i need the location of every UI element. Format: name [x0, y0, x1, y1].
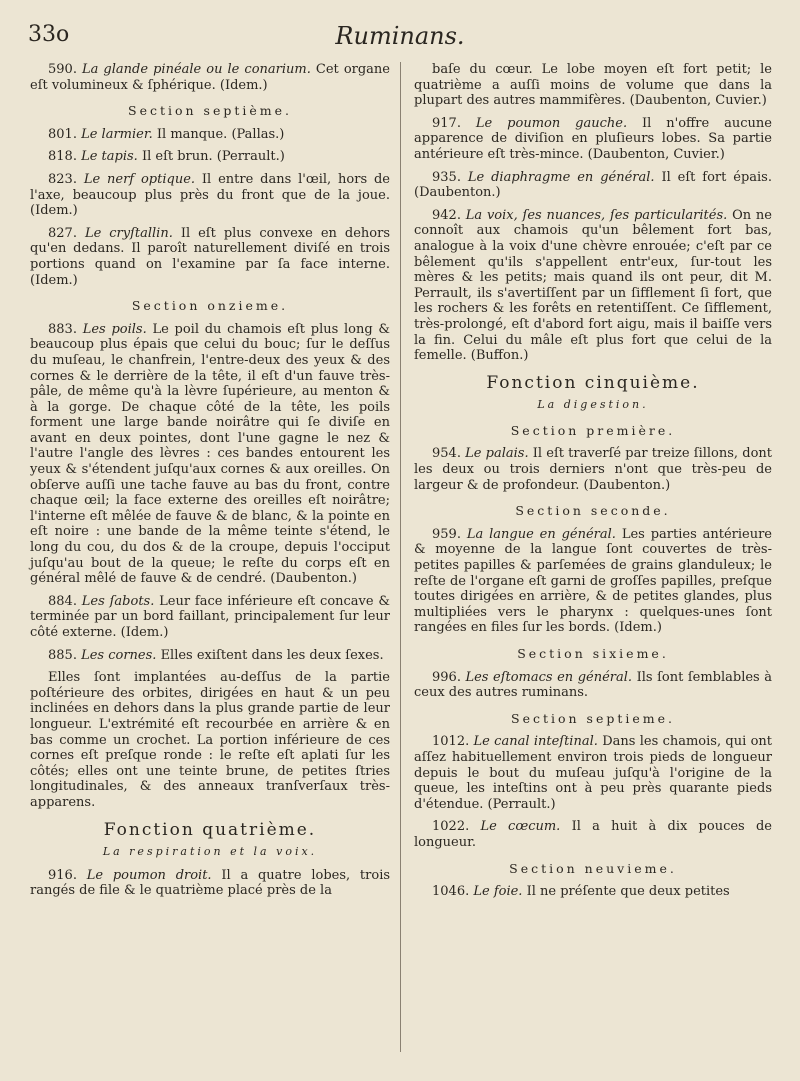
- column-divider: [400, 62, 401, 1052]
- paragraph: [414, 670, 772, 701]
- entry-text: Il eſt brun. (Perrault.): [141, 149, 285, 165]
- paragraph-number: 818.: [48, 149, 77, 165]
- entry-title: Les eſtomacs en général.: [465, 669, 633, 685]
- paragraph-number: 935.: [432, 169, 461, 185]
- section-heading: Section sixieme.: [517, 646, 669, 661]
- paragraph-number: 590.: [48, 62, 77, 77]
- paragraph: [30, 172, 390, 219]
- entry-text: Cet organe eſt volumineux & ſphérique. (Idem.): [30, 62, 390, 93]
- paragraph-number: 917.: [432, 115, 461, 131]
- right-column: [414, 62, 772, 907]
- fonction-subheading: La digestion.: [537, 398, 649, 412]
- entry-text: Il entre dans l'œil, hors de l'axe, beaucoup plus près du front que de la joue. (Idem.): [30, 171, 391, 219]
- entry-text: Elles ſont implantées au-deſſus de la partie poſtérieure des orbites, dirigées en haut & un peu inclinées en dehors dans la plus grande partie de leur longueur. L'extrémité eſt recourbée en arrière & en bas comme un crochet. La portion inférieure de ces cornes eſt preſque ronde : le reſte eſt aplati ſur les côtés; elles ont une teinte brune, de petites ſtries longitudinales, & des anneaux tranſverſaux très-apparens.: [30, 670, 390, 810]
- paragraph-number: 801.: [48, 126, 77, 142]
- fonction-heading: Fonction cinquième.: [486, 372, 700, 393]
- entry-text: Il manque. (Pallas.): [156, 126, 285, 142]
- entry-title: Les poils.: [82, 321, 147, 337]
- paragraph-number: 883.: [48, 321, 77, 337]
- entry-text: Elles exiſtent dans les deux ſexes.: [160, 647, 384, 663]
- page-header: [0, 22, 800, 62]
- paragraph: [30, 594, 390, 641]
- entry-title: La voix, ſes nuances, ſes particularités.: [465, 207, 728, 223]
- entry-title: Le foie.: [473, 884, 523, 900]
- paragraph: [30, 670, 390, 810]
- paragraph: [30, 127, 390, 143]
- entry-text: Le poil du chamois eſt plus long & beaucoup plus épais que celui du bouc; ſur le deſſus du muſeau, le chanfrein, l'entre-deux des yeux & des cornes & le derrière de la tête, il eſt d'un fauve très-pâle, de même qu'à la lèvre ſupérieure, au menton & à la gorge. De chaque côté de la tête, les poils forment une large bande noirâtre qui ſe diviſe en avant en deux pointes, dont l'une gagne le nez & l'autre l'angle des lèvres : ces bandes entourent les yeux & s'étendent juſqu'aux cornes & aux oreilles. On obſerve auſſi une tache fauve au bas du front, contre chaque œil; la face externe des oreilles eſt noirâtre; l'interne eſt mêlée de fauve & de blanc, & la pointe en eſt noire : une bande de la même teinte s'étend, le long du cou, du dos & de la croupe, depuis l'occiput juſqu'au bout de la queue; le reſte du corps eſt en général mêlé de fauve & de cendré. (Daubenton.): [30, 321, 391, 587]
- section-heading: Section seconde.: [515, 503, 671, 519]
- entry-title: La langue en général.: [466, 526, 616, 542]
- paragraph-number: 827.: [48, 225, 77, 241]
- page-number: 33o: [28, 22, 70, 47]
- entry-text: baſe du cœur. Le lobe moyen eſt fort petit; le quatrième a auſſi moins de volume que dans la plupart des autres mammifères. (Daubenton, Cuvier.): [414, 62, 772, 109]
- entry-text: Il ne préſente que deux petites: [526, 884, 730, 900]
- entry-text: Il eſt traverſé par treize ſillons, dont les deux ou trois derniers n'ont que très-peu de largeur & de profondeur. (Daubenton.): [414, 446, 772, 493]
- entry-text: Il a huit à dix pouces de longueur.: [414, 819, 772, 850]
- entry-title: Les ſabots.: [81, 593, 155, 609]
- entry-text: Dans les chamois, qui ont aſſez habituellement environ trois pieds de longueur depuis le bout du muſeau juſqu'à l'origine de la queue, les inteſtins ont à peu près quarante pieds d'étendue. (Perrault.): [414, 734, 772, 812]
- paragraph-number: 1022.: [432, 819, 470, 835]
- section-heading: Section septième.: [128, 103, 292, 119]
- entry-title: Le larmier.: [81, 126, 153, 142]
- entry-text: Il eſt plus convexe en dehors qu'en dedans. Il paroît naturellement diviſé en trois portions quand on l'examine par ſa face interne. (Idem.): [30, 225, 390, 288]
- paragraph: [414, 884, 772, 900]
- paragraph-number: 885.: [48, 647, 77, 663]
- paragraph-number: 884.: [48, 593, 77, 609]
- entry-title: Le tapis.: [81, 149, 138, 165]
- paragraph: [30, 149, 390, 165]
- entry-title: Le poumon gauche.: [475, 115, 628, 131]
- paragraph-number: 954.: [432, 446, 461, 462]
- fonction-subheading: La respiration et la voix.: [102, 845, 318, 859]
- section-heading: Section première.: [510, 422, 676, 438]
- entry-text: Les parties antérieure & moyenne de la langue ſont couvertes de très-petites papilles & parſemées de grains glanduleux; le reſte de l'organe eſt garni de groſſes papilles, preſque toutes dirigées en arrière, & de petites glandes, plus multipliées vers le pharynx : quelques-unes ſont rangées en files ſur les bords. (Idem.): [414, 526, 773, 636]
- paragraph: [414, 208, 772, 364]
- paragraph: [414, 527, 772, 636]
- entry-title: La glande pinéale ou le conarium.: [82, 62, 311, 77]
- paragraph-number: 1012.: [432, 734, 470, 750]
- paragraph-number: 996.: [432, 669, 461, 685]
- entry-text: On ne connoît aux chamois qu'un bêlement fort bas, analogue à la voix d'une chèvre enrouée; c'eſt par ce bêlement qu'ils s'appellent entr'eux, ſur-tout les mères & les petits; mais quand ils ont peur, dit M. Perrault, ils s'avertiſſent par un ſifflement ſi fort, que les rochers & les forêts en retentiſſent. Ce ſifflement, très-prolongé, eſt d'abord fort aigu, mais il baiſſe vers la fin. Celui du mâle eſt plus fort que celui de la femelle. (Buffon.): [414, 207, 772, 364]
- entry-text: Ils ſont ſemblables à ceux des autres ruminans.: [414, 669, 772, 701]
- paragraph-number: 823.: [48, 171, 77, 187]
- paragraph-number: 959.: [432, 526, 461, 542]
- paragraph: [414, 62, 772, 109]
- fonction-heading: Fonction quatrième.: [103, 819, 317, 840]
- section-heading: Section septieme.: [511, 710, 675, 726]
- paragraph: [30, 648, 390, 664]
- entry-text: Il eſt fort épais. (Daubenton.): [414, 169, 772, 201]
- entry-title: Les cornes.: [81, 647, 157, 663]
- paragraph-number: 1046.: [432, 884, 470, 900]
- entry-text: Leur face inférieure eſt concave & terminée par un bord faillant, principalement ſur leur côté externe. (Idem.): [30, 593, 390, 640]
- entry-text: Il n'offre aucune apparence de diviſion en pluſieurs lobes. Sa partie antérieure eſt très-mince. (Daubenton, Cuvier.): [414, 115, 772, 162]
- entry-title: Le cryſtallin.: [84, 225, 173, 241]
- entry-title: Le diaphragme en général.: [467, 169, 655, 185]
- paragraph: [30, 322, 390, 587]
- entry-title: Le cœcum.: [480, 819, 561, 835]
- paragraph: [414, 819, 772, 850]
- section-heading: Section onzieme.: [131, 298, 289, 314]
- paragraph: [30, 226, 390, 288]
- paragraph: [414, 734, 772, 812]
- running-head: Ruminans.: [335, 22, 465, 50]
- entry-title: Le palais.: [465, 446, 529, 462]
- paragraph: [30, 62, 390, 93]
- entry-title: Le poumon droit.: [86, 867, 212, 883]
- paragraph: [414, 446, 772, 493]
- paragraph-number: 942.: [432, 207, 461, 223]
- paragraph: [414, 170, 772, 201]
- entry-title: Le canal inteſtinal.: [473, 734, 598, 750]
- entry-title: Le nerf optique.: [83, 171, 196, 187]
- paragraph: [414, 116, 772, 163]
- left-column: [30, 62, 390, 906]
- paragraph-number: 916.: [48, 867, 77, 883]
- paragraph: [30, 868, 390, 899]
- section-heading: Section neuvieme.: [509, 860, 677, 876]
- entry-text: Il a quatre lobes, trois rangés de file & le quatrième placé près de la: [30, 867, 391, 899]
